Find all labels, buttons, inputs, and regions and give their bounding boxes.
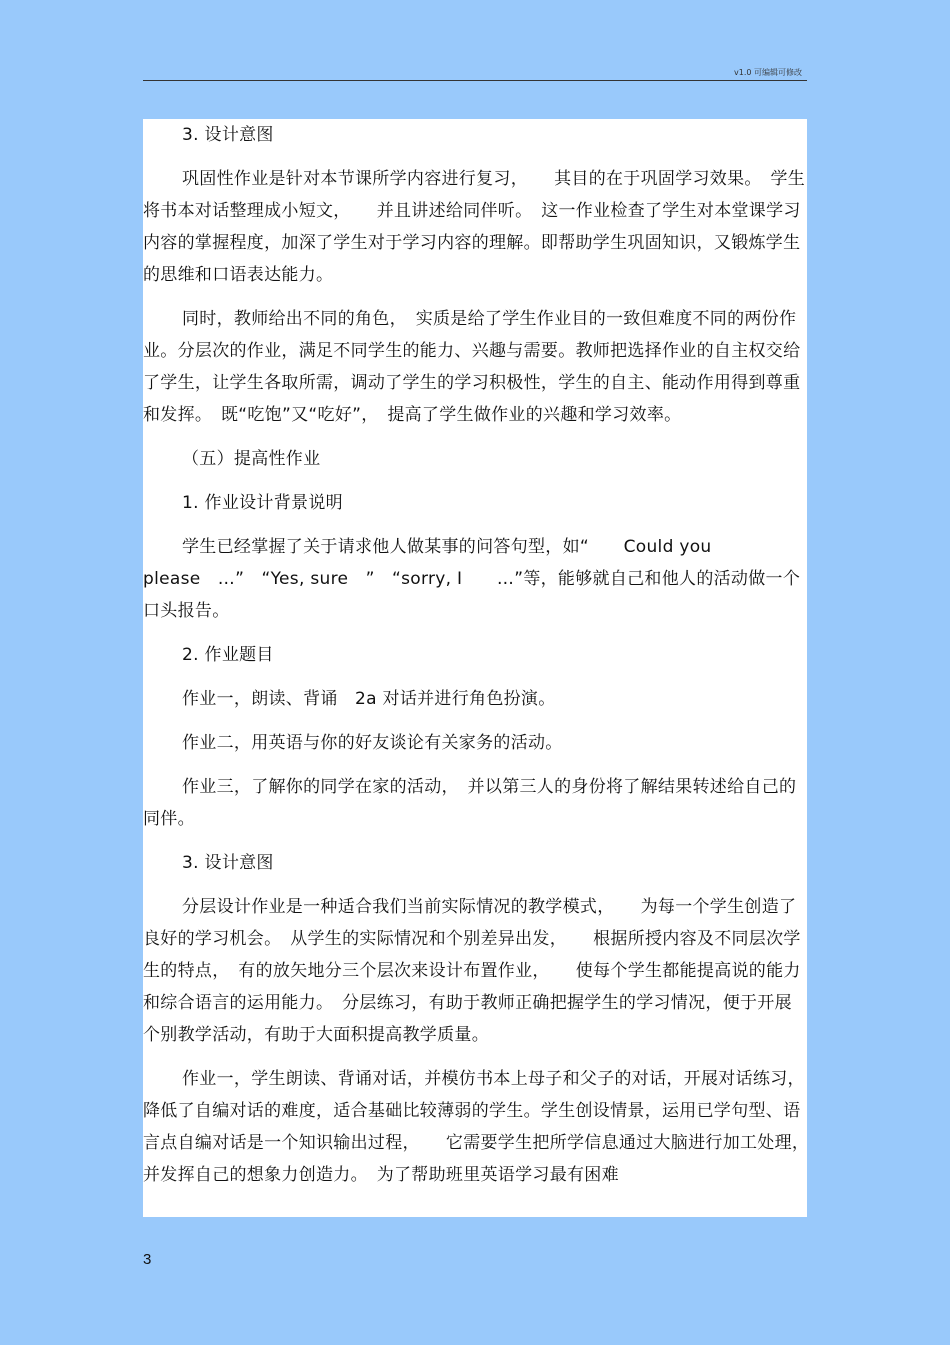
header-version-text: v1.0 可编辑可修改 xyxy=(734,68,802,77)
heading-background: 1. 作业设计背景说明 xyxy=(182,493,343,513)
paragraph-consolidation-homework: 巩固性作业是针对本节课所学内容进行复习， 其目的在于巩固学习效果。 学生将书本对话整理成小短文， 并且讲述给同伴听。 这一作业检查了学生对本堂课学习内容的掌握程度，加深了学生对于学习内容的理解。即帮助学生巩固知识，又锻炼学生的思维和口语表达能力。 xyxy=(143,169,806,285)
document-page xyxy=(143,119,819,1217)
homework-item-3: 作业三，了解你的同学在家的活动， 并以第三人的身份将了解结果转述给自己的同伴。 xyxy=(143,777,797,829)
heading-homework-topics: 2. 作业题目 xyxy=(182,645,274,665)
homework-item-2: 作业二，用英语与你的好友谈论有关家务的活动。 xyxy=(182,733,563,753)
heading-design-intent-2: 3. 设计意图 xyxy=(182,853,274,873)
paragraph-layered-design: 分层设计作业是一种适合我们当前实际情况的教学模式， 为每一个学生创造了良好的学习机会。 从学生的实际情况和个别差异出发， 根据所授内容及不同层次学生的特点， 有的放矢地分三个层次来设计布置作业， 使每个学生都能提高说的能力和综合语言的运用能力。 分层练习，有助于教师正确把握学生的学习情况，便于开展个别教学活动，有助于大面积提高教学质量。 xyxy=(143,897,801,1045)
paragraph-background: 学生已经掌握了关于请求他人做某事的问答句型，如“ Could you please …” “Yes, sure ” “sorry, I …”等，能够就自己和他人的活动做一个口头报告。 xyxy=(143,537,801,621)
page-number: 3 xyxy=(143,1251,152,1268)
paragraph-homework-one: 作业一，学生朗读、背诵对话，并模仿书本上母子和父子的对话，开展对话练习，降低了自编对话的难度，适合基础比较薄弱的学生。学生创设情景，运用已学句型、语言点自编对话是一个知识输出过程， 它需要学生把所学信息通过大脑进行加工处理， 并发挥自己的想象力创造力。 为了帮助班里英语学习最有困难 xyxy=(143,1069,819,1185)
heading-advanced-homework: （五）提高性作业 xyxy=(182,449,321,469)
paragraph-roles: 同时，教师给出不同的角色， 实质是给了学生作业目的一致但难度不同的两份作业。分层次的作业，满足不同学生的能力、兴趣与需要。教师把选择作业的自主权交给了学生，让学生各取所需，调动了学生的学习积极性，学生的自主、能动作用得到尊重和发挥。 既“吃饱”又“吃好”， 提高了学生做作业的兴趣和学习效率。 xyxy=(143,309,801,425)
homework-item-1: 作业一，朗读、背诵 2a 对话并进行角色扮演。 xyxy=(182,689,556,709)
heading-design-intent-1: 3. 设计意图 xyxy=(182,125,274,145)
header-rule xyxy=(143,80,807,81)
